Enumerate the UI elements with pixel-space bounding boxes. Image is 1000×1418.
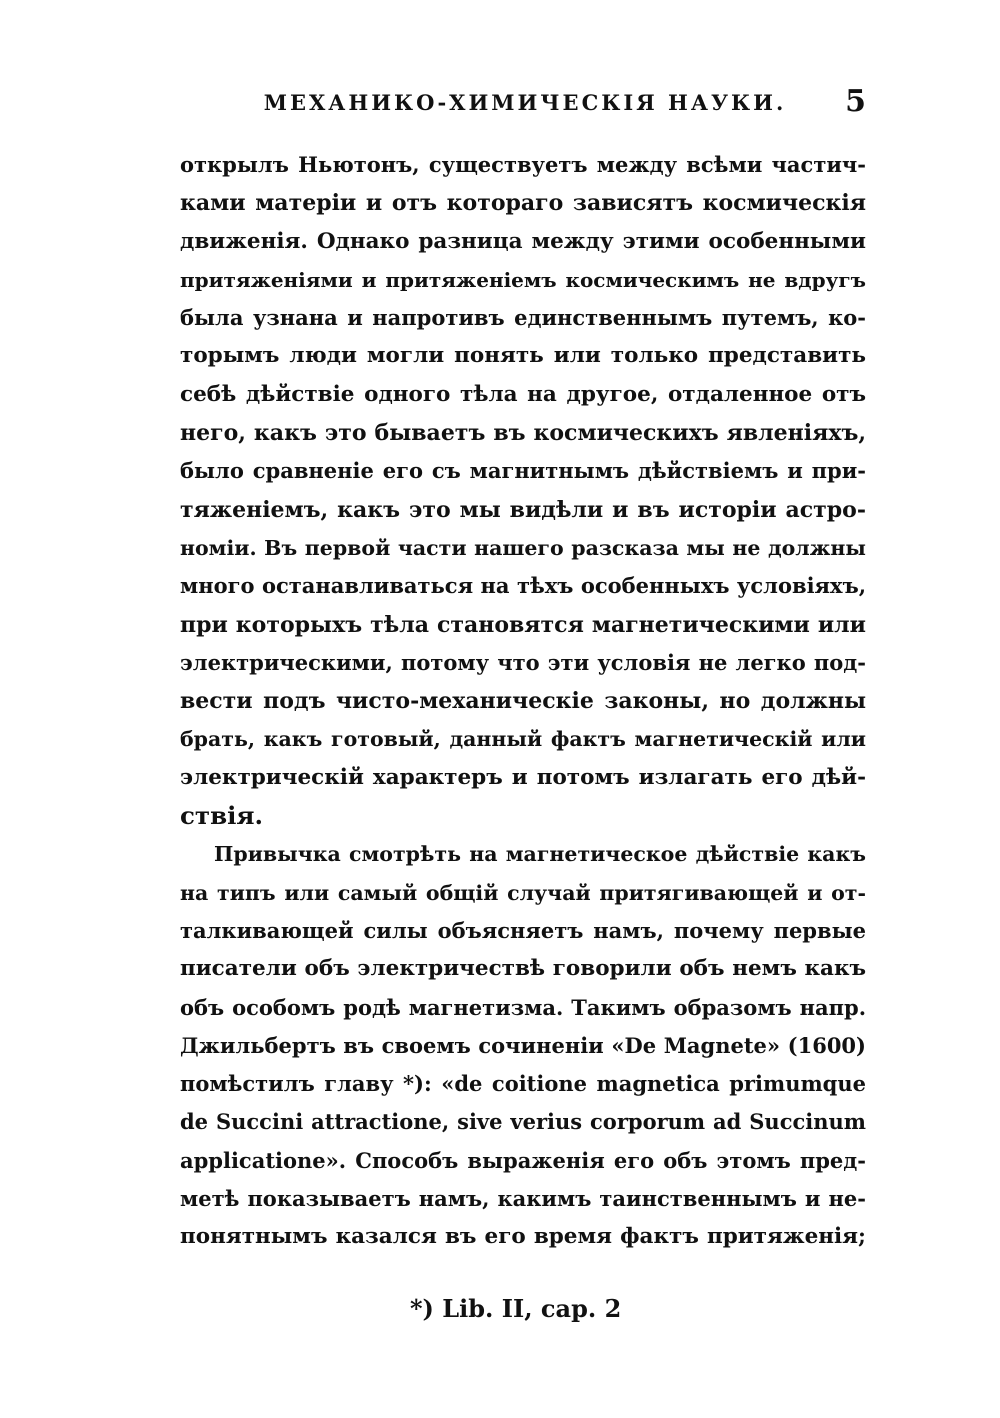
text-line: объ особомъ родѣ магнетизма. Такимъ образомъ напр.: [180, 994, 866, 1020]
text-line: applicatione». Способъ выраженія его объ этомъ пред-: [180, 1147, 866, 1173]
text-line: ками матеріи и отъ котораго зависятъ космическія: [180, 190, 866, 217]
paragraph-1: [180, 146, 866, 835]
text-line: открылъ Ньютонъ, существуетъ между всѣми частич-: [180, 152, 866, 177]
text-line: тяженіемъ, какъ это мы видѣли и въ исторіи астро-: [180, 496, 866, 523]
text-line: много останавливаться на тѣхъ особенныхъ условіяхъ,: [180, 573, 866, 599]
text-line: электрическій характеръ и потомъ излагать его дѣй-: [180, 764, 866, 790]
text-line: Джильбертъ въ своемъ сочиненіи «De Magnete» (1600): [180, 1032, 866, 1058]
running-head: [180, 84, 870, 124]
text-line: себѣ дѣйствіе одного тѣла на другое, отдаленное отъ: [180, 381, 866, 407]
text-line: на типъ или самый общій случай притягивающей и от-: [180, 880, 866, 905]
text-line: электрическими, потому что эти условія не легко под-: [180, 649, 866, 675]
text-line: было сравненіе его съ магнитнымъ дѣйствіемъ и при-: [180, 458, 866, 484]
text-line: движенія. Однако разница между этими особенными: [180, 228, 866, 254]
text-line: номіи. Въ первой части нашего разсказа мы не должны: [180, 535, 866, 560]
text-line: писатели объ электричествѣ говорили объ немъ какъ: [180, 956, 866, 982]
text-line: de Succini attractione, sive verius corporum ad Succinum: [180, 1109, 866, 1135]
text-line: метѣ показываетъ намъ, какимъ таинственнымъ и не-: [180, 1186, 866, 1212]
text-line: талкивающей силы объясняетъ намъ, почему первые: [180, 917, 866, 943]
text-line: ствія.: [180, 801, 264, 831]
text-line: торымъ люди могли понять или только представить: [180, 343, 866, 369]
text-line: притяженіями и притяженіемъ космическимъ не вдругъ: [180, 267, 866, 292]
text-line: понятнымъ казался въ его время фактъ притяженія;: [180, 1224, 866, 1250]
text-line: брать, какъ готовый, данный фактъ магнетическій или: [180, 727, 866, 752]
paragraph-2: [180, 835, 866, 1256]
footnote: *) Lib. II, cap. 2: [410, 1294, 622, 1323]
text-line: Привычка смотрѣть на магнетическое дѣйствіе какъ: [214, 842, 866, 867]
text-line: была узнана и напротивъ единственнымъ путемъ, ко-: [180, 305, 866, 331]
text-line: него, какъ это бываетъ въ космическихъ явленіяхъ,: [180, 420, 866, 447]
page-number: 5: [845, 84, 866, 119]
running-head-title: МЕХАНИКО-ХИМИЧЕСКІЯ НАУКИ.: [263, 90, 787, 115]
body-text: [180, 146, 866, 1257]
text-line: вести подъ чисто-механическіе законы, но должны: [180, 688, 866, 715]
text-line: помѣстилъ главу *): «de coitione magnetica primumque: [180, 1071, 866, 1097]
text-line: при которыхъ тѣла становятся магнетическими или: [180, 611, 866, 638]
